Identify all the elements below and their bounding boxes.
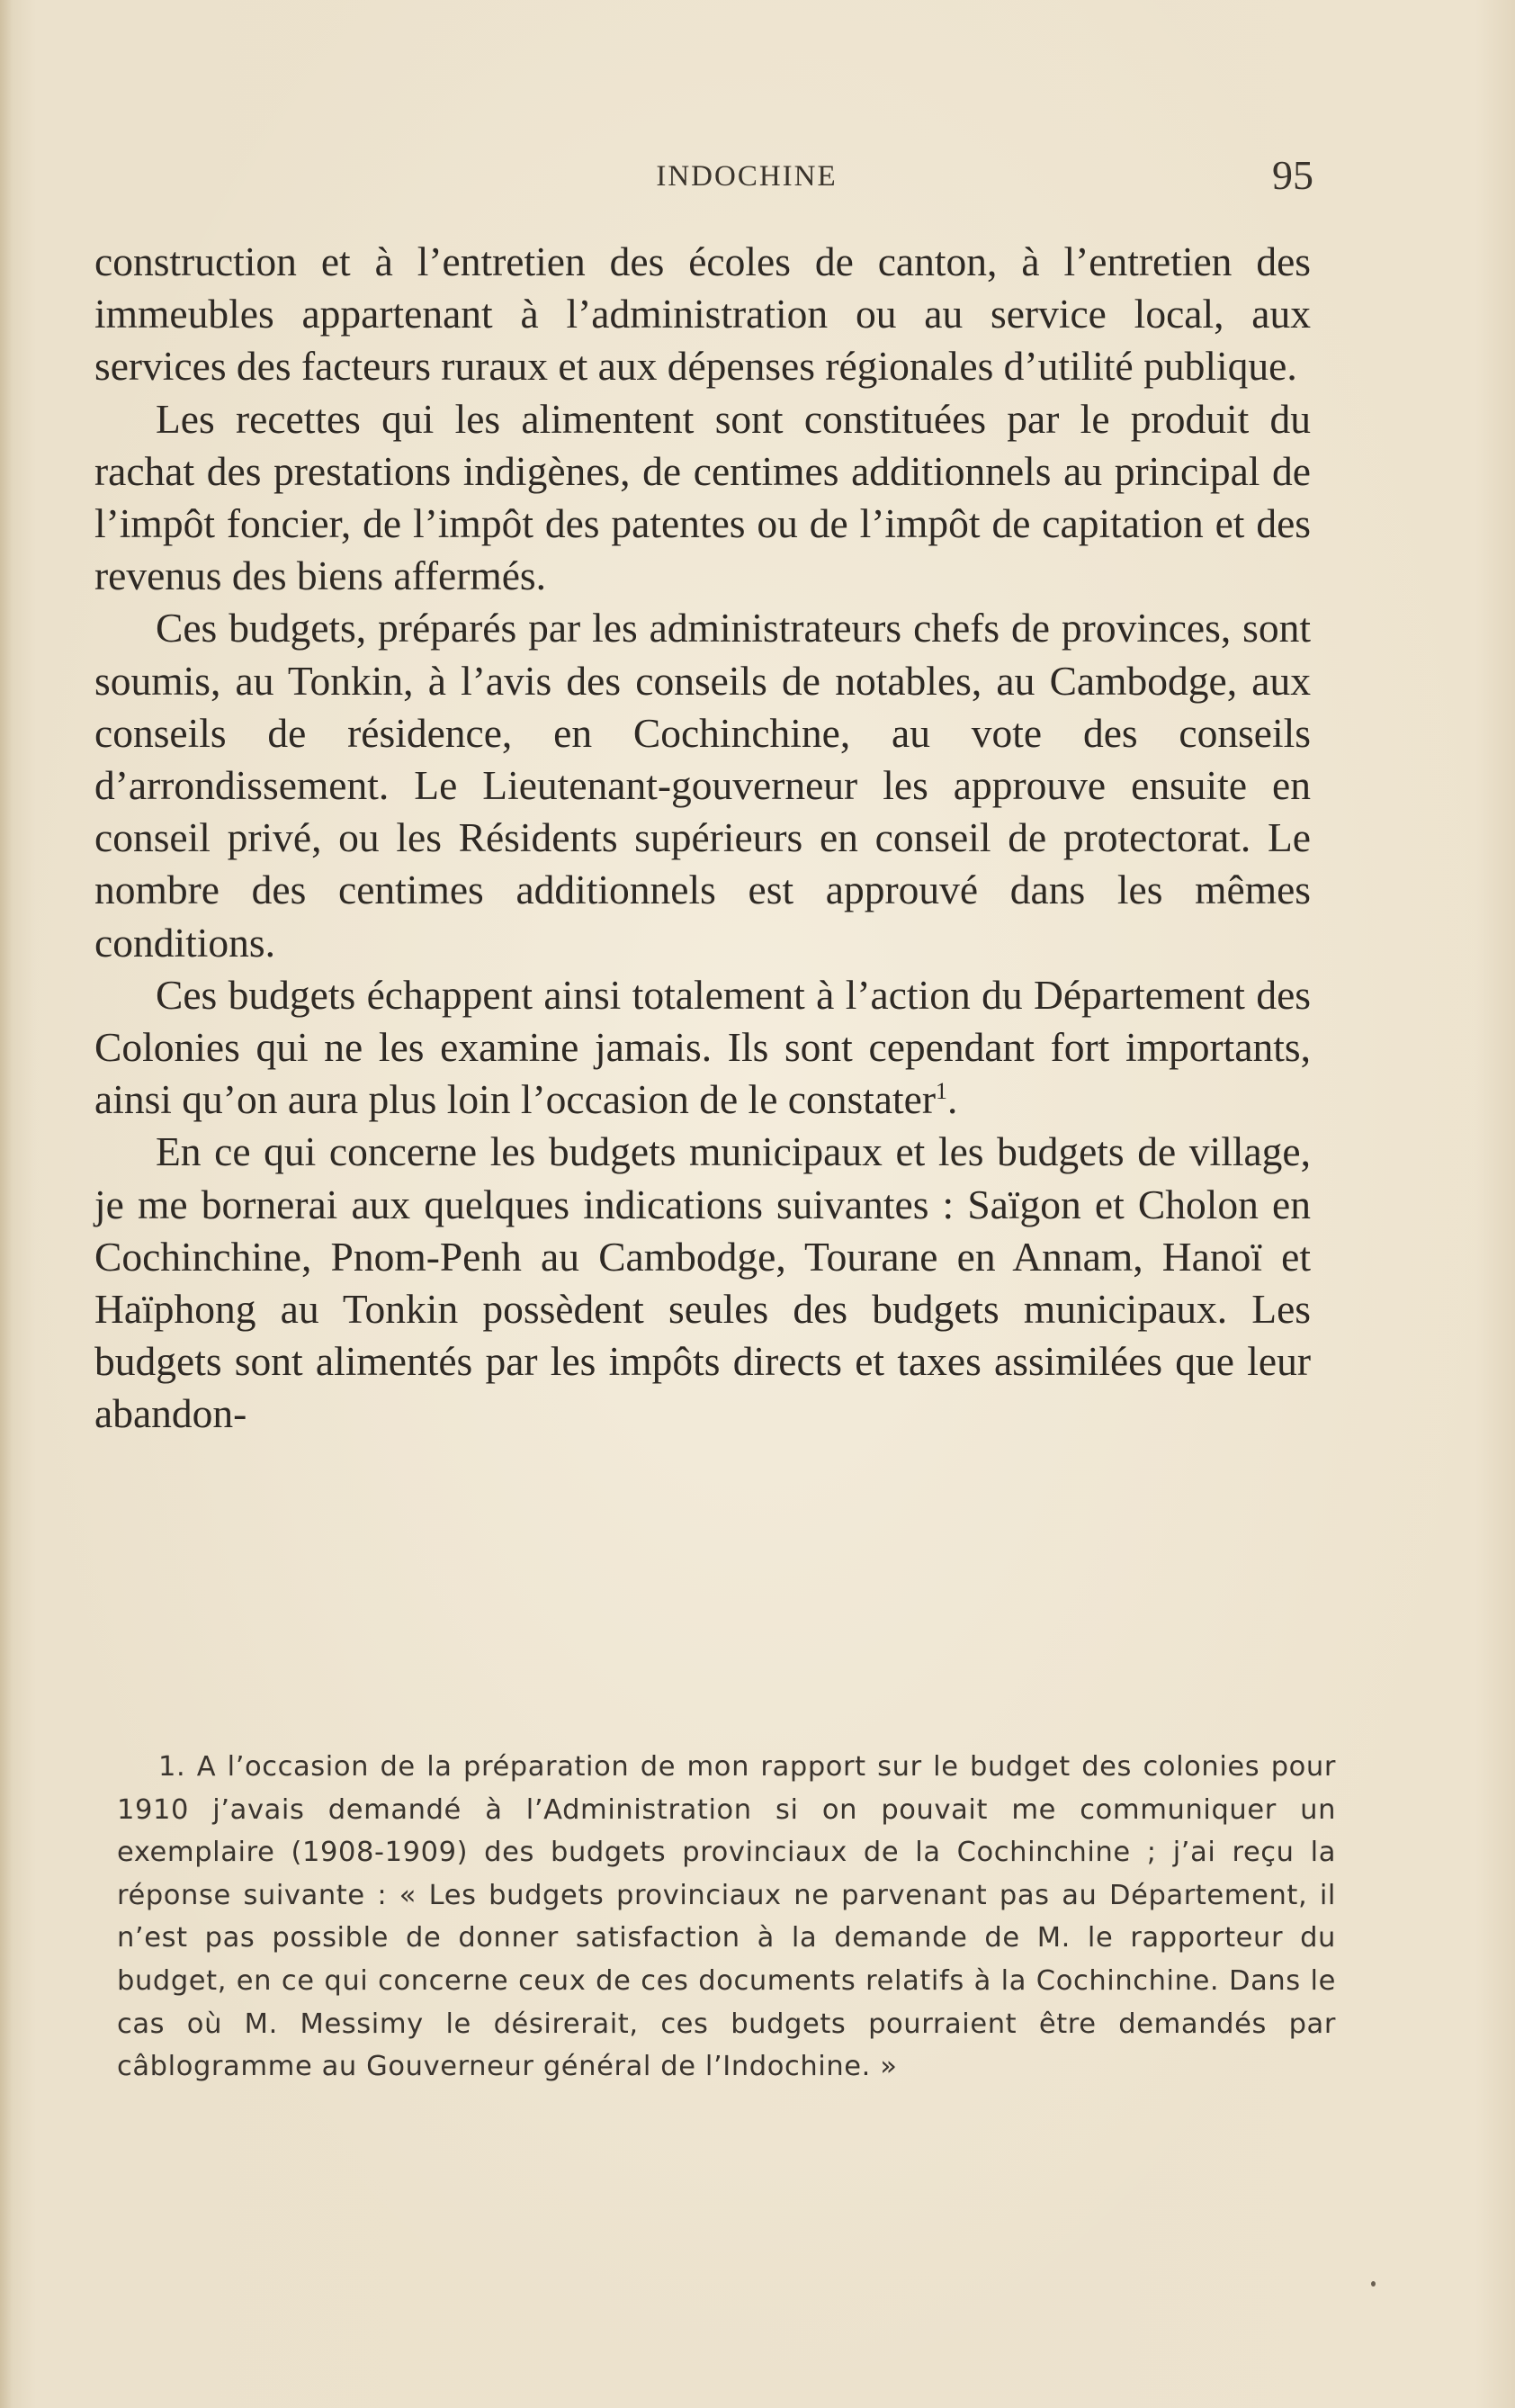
paper-speck <box>1371 2281 1376 2287</box>
footnote-reference[interactable]: 1 <box>936 1078 947 1105</box>
footnote <box>117 1746 1336 2089</box>
running-head <box>90 151 1313 205</box>
footnote-text: 1. A l’occasion de la préparation de mon rapport sur le budget des colonies pour 1910 j’avais demandé à l’Administration si on pouvait me communiquer un exemplaire (1908-1909) des budgets provinciaux de la Cochinchine ; j’ai reçu la réponse suivante : « Les budgets provinciaux ne parvenant pas au Département, il n’est pas possible de donner satisfaction à la demande de M. le rapporteur du budget, en ce qui concerne ceux de ces documents relatifs à la Cochinchine. Dans le cas où M. Messimy le désirerait, ces budgets pourraient être demandés par câblogramme au Gouverneur général de l’Indochine. » <box>117 1751 1336 2083</box>
page-edge-shadow <box>0 0 13 2408</box>
paragraph-1: construction et à l’entretien des écoles de canton, à l’entretien des immeubles appartenant à l’administration ou au service local, aux services des facteurs ruraux et aux dépenses régionales d’utilité publique. <box>94 238 1311 390</box>
paragraph-4-end: . <box>947 1076 958 1123</box>
page-number: 95 <box>1272 152 1313 198</box>
paragraph-4 <box>94 969 1311 1127</box>
paragraph-4-text: Ces budgets échappent ainsi totalement à l’action du Département des Colonies qui ne les examine jamais. Ils sont cependant fort importants, ainsi qu’on aura plus loin l’occasion de le constater <box>94 971 1311 1123</box>
paragraph-2: Les recettes qui les alimentent sont constituées par le produit du rachat des prestations indigènes, de centimes additionnels au principal de l’impôt foncier, de l’impôt des patentes ou de l’impôt de capitation et des revenus des biens affermés. <box>94 395 1311 599</box>
body-text <box>94 236 1311 1441</box>
paragraph-3: Ces budgets, préparés par les administrateurs chefs de provinces, sont soumis, au Tonkin, à l’avis des conseils de notables, au Cambodge, aux conseils de résidence, en Cochinchine, au vote des conseils d’arrondissement. Le Lieutenant-gouverneur les approuve ensuite en conseil privé, ou les Résidents supérieurs en conseil de protectorat. Le nombre des centimes additionnels est approuvé dans les mêmes conditions. <box>94 605 1311 966</box>
running-title: INDOCHINE <box>656 160 838 193</box>
paragraph-5: En ce qui concerne les budgets municipaux et les budgets de village, je me bornerai aux quelques indications suivantes : Saïgon et Cholon en Cochinchine, Pnom-Penh au Cambodge, Tourane en Annam, Hanoï et Haïphong au Tonkin possèdent seules des budgets municipaux. Les budgets sont alimentés par les impôts directs et taxes assimilées que leur abandon- <box>94 1128 1311 1437</box>
